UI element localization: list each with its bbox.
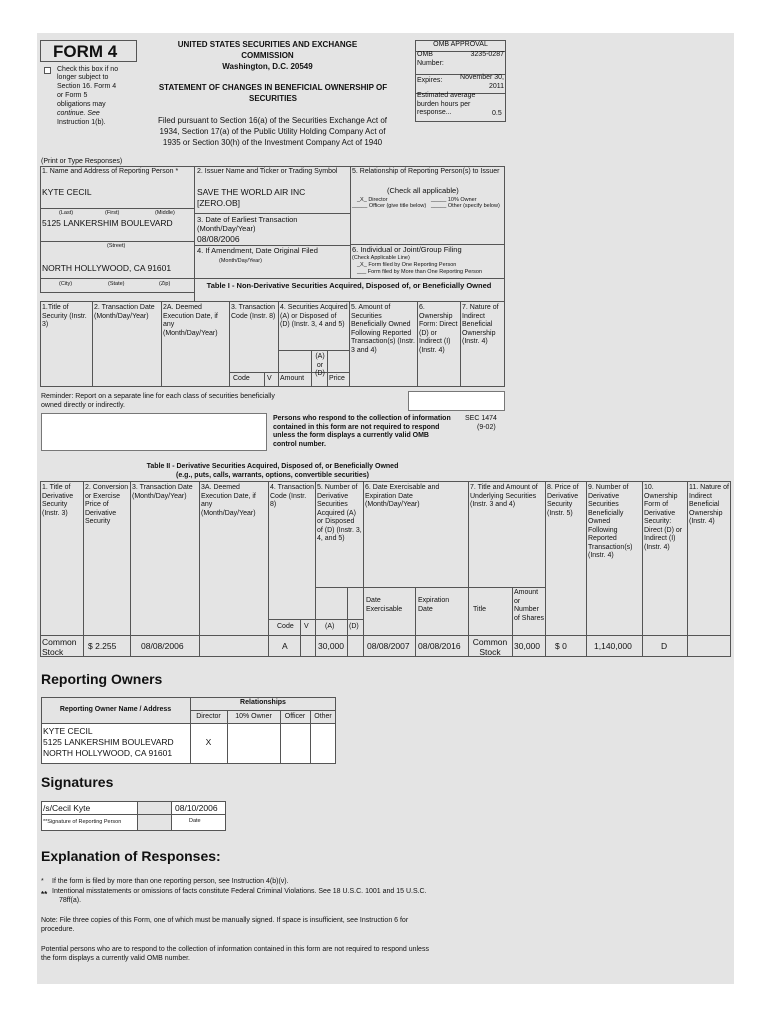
check-text-3: Section 16. Form 4 [57,83,117,90]
ro-street: 5125 LANKERSHIM BOULEVARD [43,737,174,747]
potential-line-1: Potential persons who are to respond to the collection of information contained in this form are not required to respond unless [41,946,429,953]
table1-title: Table I - Non-Derivative Securities Acquired, Disposed of, or Beneficially Owned [206,281,492,290]
reporting-person-name: KYTE CECIL [42,187,92,197]
t1-aord: (A) or (D) [315,353,325,377]
reminder: Reminder: Report on a separate line for each class of securities beneficially owned directly or indirectly. [41,393,275,409]
agency-line-2: COMMISSION [241,51,294,60]
omb-burden-label: Estimated average burden hours per response... [417,92,476,116]
t2-col11: 11. Nature of Indirect Beneficial Ownership (Instr. 4) [689,484,729,525]
sec-number: SEC 1474 [465,415,497,422]
t2-row-a: 30,000 [318,641,344,651]
form-4-page [37,33,734,984]
reporting-person-label: 1. Name and Address of Reporting Person * [42,168,179,175]
filed-line-1: Filed pursuant to Section 16(a) of the Securities Exchange Act of [157,116,388,125]
issuer-ticker: [ZERO.OB] [197,198,240,208]
check-text-1: Check this box if no [57,66,119,73]
street-caption: (Street) [107,243,126,249]
t2-col2: 2. Conversion or Exercise Price of Derivative Security [85,484,129,525]
check-text-2: longer subject to [57,74,109,81]
signature-caption: **Signature of Reporting Person [43,819,122,825]
issuer-label: 2. Issuer Name and Ticker or Trading Symbol [197,168,338,175]
ro-director: Director [196,713,221,720]
amendment-sub: (Month/Day/Year) [219,258,262,264]
one-person-option[interactable]: _X_ Form filed by One Reporting Person [357,262,457,268]
t2-sub-v: V [304,623,309,630]
first-caption: (First) [105,210,120,216]
t2-col3a: 3A. Deemed Execution Date, if any (Month/Day/Year) [201,484,256,517]
note1-mark: * [41,878,44,885]
group-filing-label: 6. Individual or Joint/Group Filing [352,245,462,254]
check-text-4: or Form 5 [57,92,88,99]
statement-line-2: SECURITIES [248,94,297,103]
note1-text: If the form is filed by more than one reporting person, see Instruction 4(b)(v). [52,878,289,885]
t1-col7: 7. Nature of Indirect Beneficial Ownership (Instr. 4) [462,304,499,345]
t2-col4: 4. Transaction Code (Instr. 8) [270,484,314,508]
table2-title-2: (e.g., puts, calls, warrants, options, convertible securities) [176,472,369,479]
t2-sub-d: (D) [349,623,359,630]
t1-col6: 6. Ownership Form: Direct (D) or Indirect (I) (Instr. 4) [419,304,458,354]
middle-caption: (Middle) [155,210,175,216]
t2-col10: 10. Ownership Form of Derivative Security: Direct (D) or Indirect (I) (Instr. 4) [644,484,683,551]
note-line-1: Note: File three copies of this Form, one of which must be manually signed. If space is insufficient, see Instruction 6 for [41,917,409,924]
omb-number-label: OMB Number: [417,51,444,67]
t2-col6: 6. Date Exercisable and Expiration Date (Month/Day/Year) [365,484,440,508]
reporting-person-city: NORTH HOLLYWOOD, CA 91601 [42,263,172,273]
t1-col3: 3. Transaction Code (Instr. 8) [231,304,276,320]
director-option[interactable]: _X_ Director [357,197,388,203]
t1-col1: 1.Title of Security (Instr. 3) [42,304,87,328]
other-option[interactable]: _____ Other (specify below) [431,203,500,209]
issuer-name: SAVE THE WORLD AIR INC [197,187,306,197]
omb-expires-value: November 30, 2011 [460,74,504,90]
t2-sub-code: Code [277,623,294,630]
t2-sub-amount: Amount or Number of Shares [514,589,544,622]
reminder-box [41,413,267,451]
omb-number-value: 3235-0287 [470,51,504,58]
check-text-7: Instruction 1(b). [57,119,106,126]
signature-gap [137,801,172,831]
t1-col4: 4. Securities Acquired (A) or Disposed of (D) (Instr. 3, 4 and 5) [280,304,348,328]
note-line-2: procedure. [41,926,75,933]
t1-col5: 5. Amount of Securities Beneficially Owned Following Reported Transaction(s) (Instr. 3 and 4) [351,304,415,354]
ro-other: Other [314,713,332,720]
t2-row-amount: 30,000 [514,641,540,651]
t2-col5: 5. Number of Derivative Securities Acquired (A) or Disposed of (D) (Instr. 3, 4, and 5) [317,484,362,542]
t2-row-price: $ 2.255 [88,641,117,651]
t1-price: Price [329,375,345,382]
signature-date: 08/10/2006 [175,803,218,813]
t2-row-title: Common Stock [472,637,508,657]
officer-option[interactable]: _____ Officer (give title below) [352,203,427,209]
t2-col9: 9. Number of Derivative Securities Beneficially Owned Following Reported Transaction(s) (Instr. 4) [588,484,633,559]
check-all: (Check all applicable) [387,186,459,195]
t2-col1: 1. Title of Derivative Security (Instr. 3) [42,484,74,517]
t2-sub-a: (A) [325,623,335,630]
t2-row-deriv-price: $ 0 [555,641,567,651]
note2-mark: ** [41,890,48,899]
persons-notice: Persons who respond to the collection of information contained in this form are not required to respond unless the form displays a currently valid OMB control number. [273,415,451,448]
relationship-label: 5. Relationship of Reporting Person(s) to Issuer [352,168,500,175]
t2-row-owned: 1,140,000 [594,641,632,651]
signature-date-caption: Date [189,818,201,824]
t2-row-date: 08/08/2006 [141,641,184,651]
potential-line-2: the form displays a currently valid OMB number. [41,955,191,962]
check-box[interactable] [44,67,51,74]
ro-city: NORTH HOLLYWOOD, CA 91601 [43,748,173,758]
form-title: FORM 4 [53,42,118,61]
t2-sub-exp: Expiration Date [418,597,450,613]
last-caption: (Last) [59,210,74,216]
ro-officer: Officer [284,713,306,720]
t2-sub-date-ex: Date Exercisable [366,597,403,613]
reporting-person-street: 5125 LANKERSHIM BOULEVARD [42,218,173,228]
print-type: (Print or Type Responses) [41,158,123,165]
t1-v: V [267,375,272,382]
group-filing-sub: (Check Applicable Line) [352,255,410,261]
t2-col3: 3. Transaction Date (Month/Day/Year) [132,484,193,500]
note2-text-b: 78ff(a). [59,897,82,904]
agency-line-3: Washington, D.C. 20549 [222,62,313,71]
t1-col2a: 2A. Deemed Execution Date, if any (Month/Day/Year) [163,304,218,337]
ro-director-mark: X [205,737,212,747]
signature-name: /s/Cecil Kyte [43,803,91,813]
check-text-5: obligations may [57,101,106,108]
t2-col7: 7. Title and Amount of Underlying Securities (Instr. 3 and 4) [470,484,538,508]
filed-line-3: 1935 or Section 30(h) of the Investment Company Act of 1940 [162,138,383,147]
ro-owner: 10% Owner [235,713,272,720]
owner-option[interactable]: _____ 10% Owner [431,197,477,203]
omb-burden-value: 0.5 [492,110,502,117]
note2-text-a: Intentional misstatements or omissions of facts constitute Federal Criminal Violations. See 18 U.S.C. 1001 and 15 U.S.C. [52,888,427,895]
sec-top-box [408,391,505,411]
ro-name: KYTE CECIL [43,726,93,736]
explanation-heading: Explanation of Responses: [41,848,221,864]
t2-row-security: Common Stock [42,637,77,657]
t2-col8: 8. Price of Derivative Security (Instr. 5) [547,484,579,517]
more-person-option[interactable]: ___ Form filed by More than One Reporting Person [357,269,483,275]
zip-caption: (Zip) [159,281,171,287]
signatures-heading: Signatures [41,774,114,790]
earliest-date-label: 3. Date of Earliest Transaction (Month/Day/Year) [197,215,298,233]
t2-row-date-ex: 08/08/2007 [367,641,410,651]
ro-relationships: Relationships [240,699,286,706]
check-text-6: continue. See [57,110,100,117]
omb-heading: OMB APPROVAL [433,41,488,48]
reporting-owners-heading: Reporting Owners [41,671,163,687]
t2-row-form: D [661,641,668,651]
t1-amount: Amount [280,375,305,382]
t2-row-code: A [282,641,288,651]
ro-col-name: Reporting Owner Name / Address [59,706,172,713]
t1-col2: 2. Transaction Date (Month/Day/Year) [94,304,155,320]
t2-sub-title: Title [473,606,486,613]
state-caption: (State) [108,281,125,287]
statement-line-1: STATEMENT OF CHANGES IN BENEFICIAL OWNERSHIP OF [158,83,388,92]
city-caption: (City) [59,281,73,287]
sec-date: (9-02) [477,424,496,431]
omb-expires-label: Expires: [417,77,443,84]
amendment-label: 4. If Amendment, Date Original Filed [197,246,318,255]
filed-line-2: 1934, Section 17(a) of the Public Utility Holding Company Act of [159,127,386,136]
table2-title-1: Table II - Derivative Securities Acquired, Disposed of, or Beneficially Owned [146,463,399,470]
earliest-date-value: 08/08/2006 [197,234,240,244]
t1-code: Code [233,375,250,382]
agency-line-1: UNITED STATES SECURITIES AND EXCHANGE [177,40,358,49]
t2-row-exp: 08/08/2016 [418,641,461,651]
form-title-box [40,40,137,62]
